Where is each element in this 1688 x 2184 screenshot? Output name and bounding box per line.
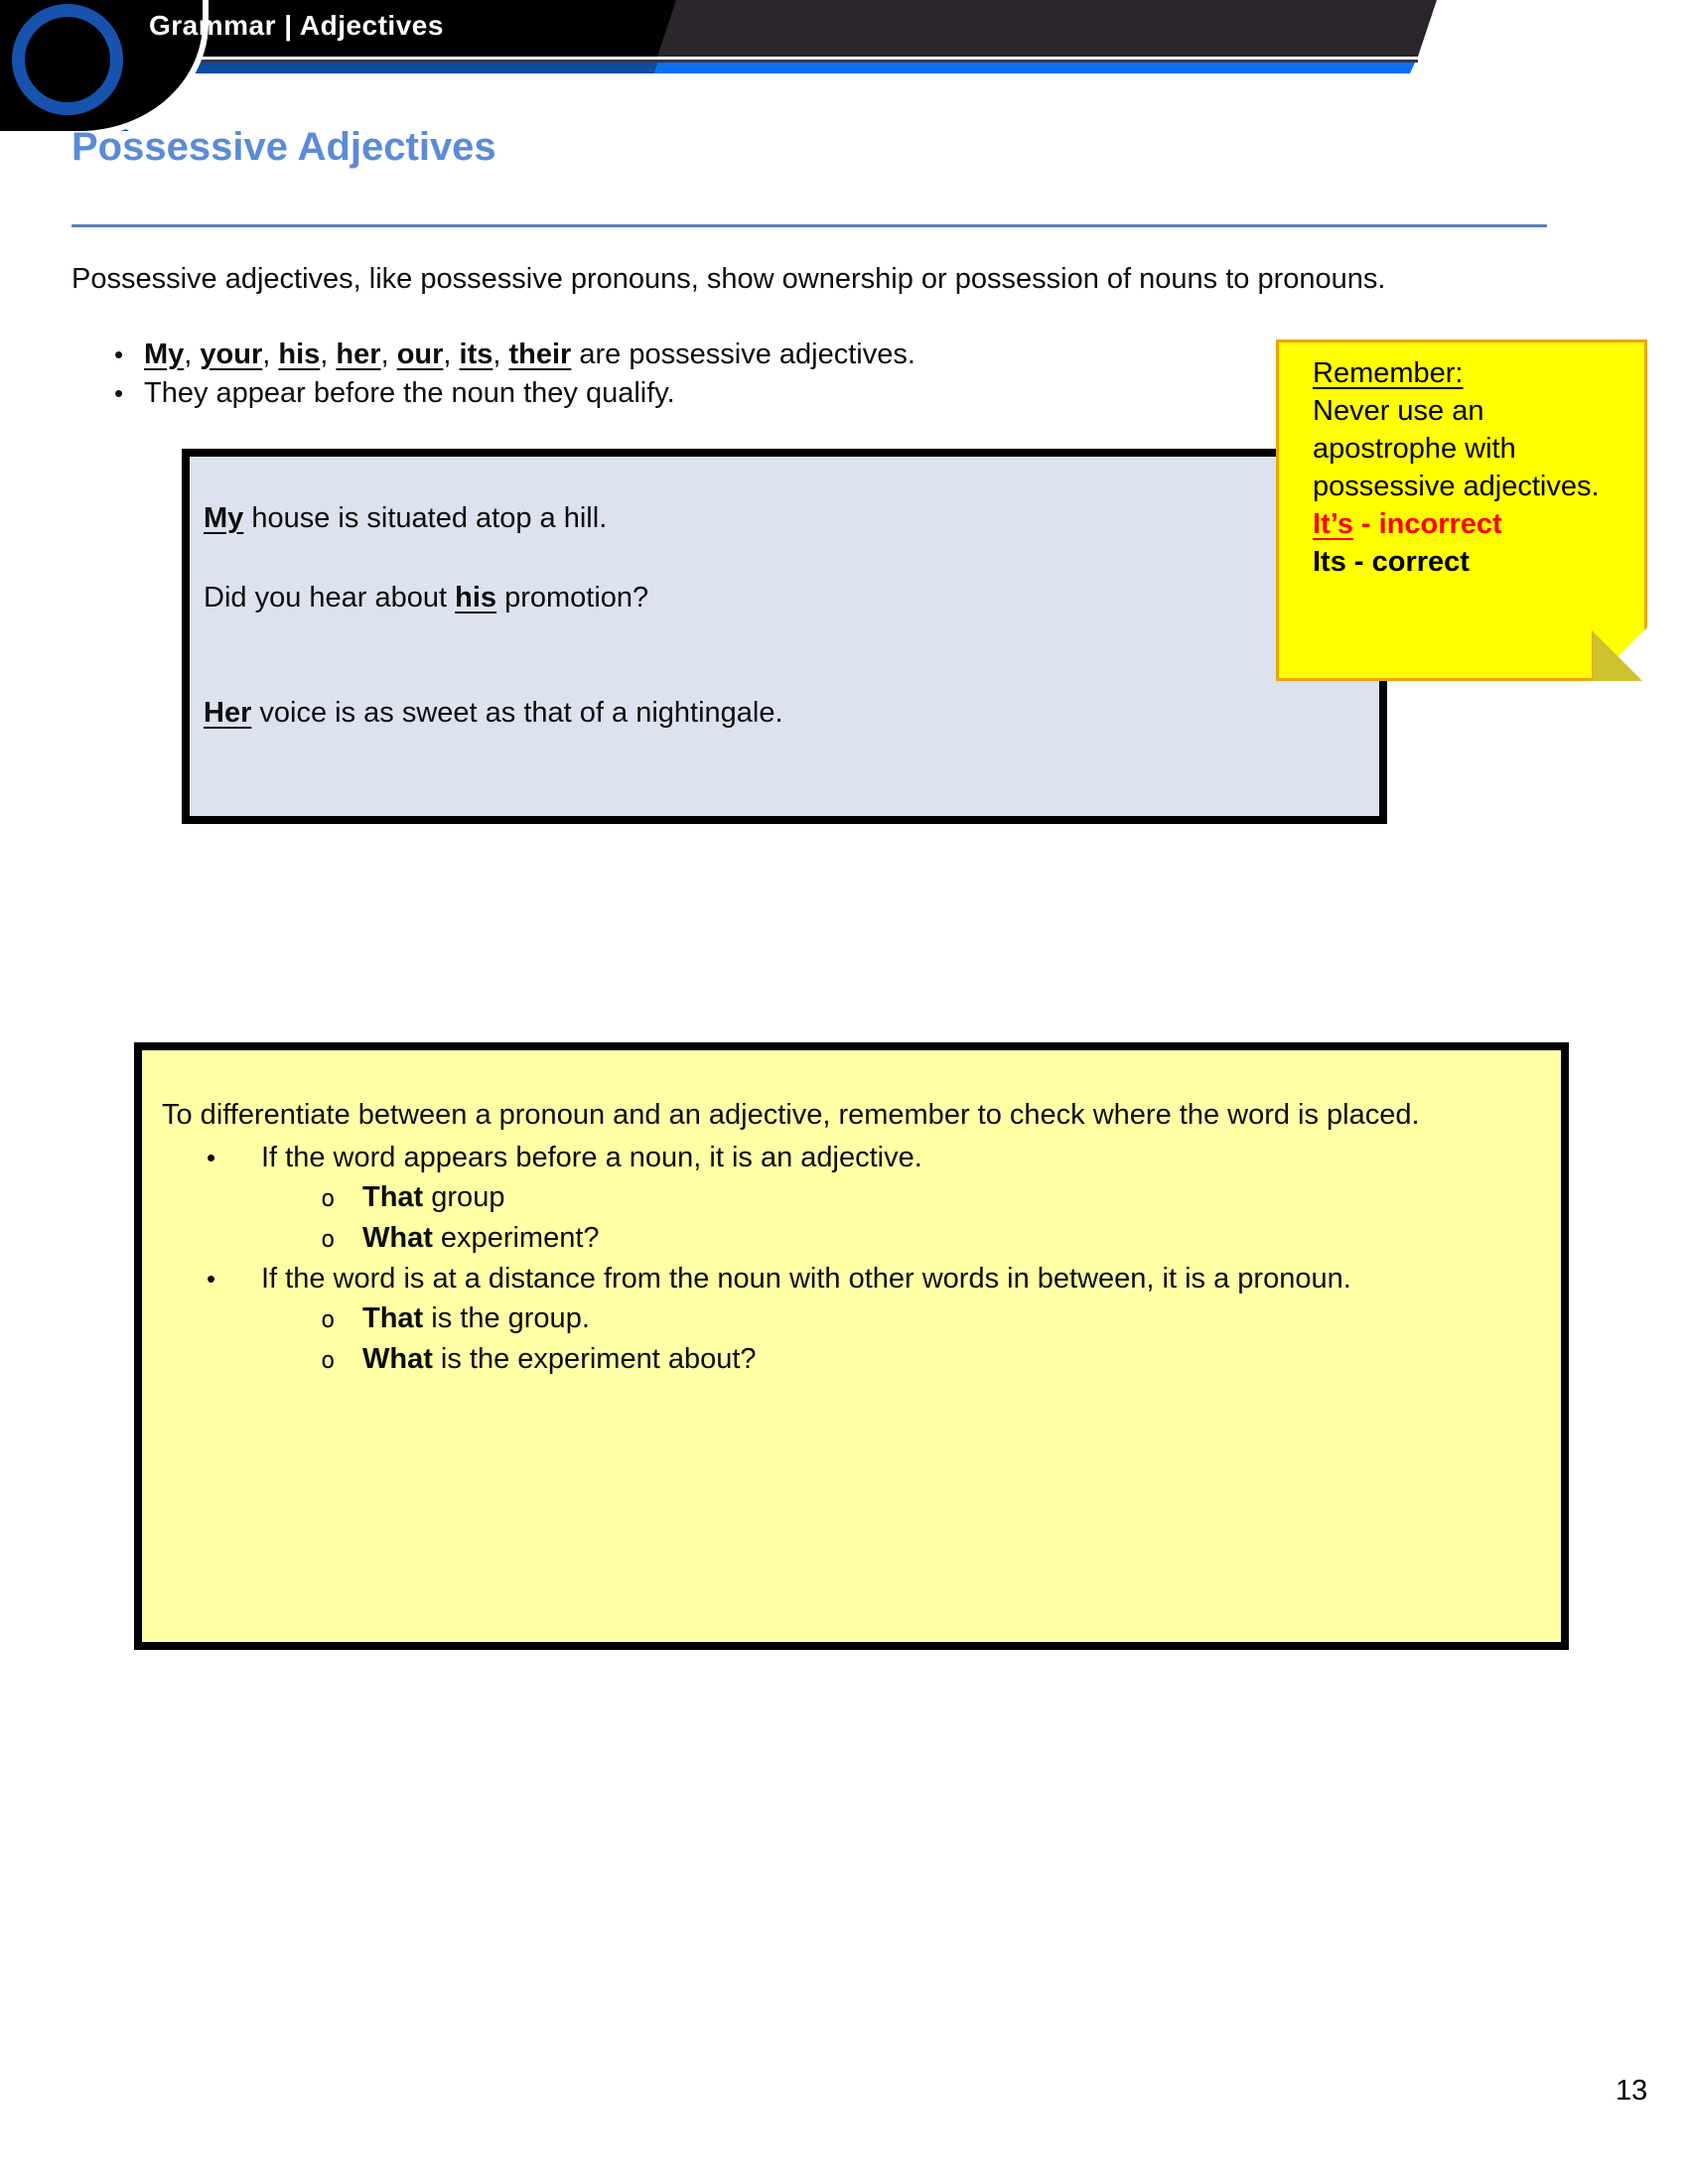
list-item xyxy=(162,1298,1535,1339)
bullet-icon: • xyxy=(114,340,124,369)
tip-box-content xyxy=(162,1092,1535,1380)
bullet-text: What is the experiment about? xyxy=(362,1343,757,1375)
tip-paragraph: To differentiate between a pronoun and an adjective, remember to check where the word is placed. xyxy=(162,1099,1420,1131)
bullet-icon: • xyxy=(207,1264,216,1294)
bullet-text: They appear before the noun they qualify. xyxy=(144,377,675,409)
intro-paragraph: Possessive adjectives, like possessive pronouns, show ownership or possession of nouns to pronouns. xyxy=(71,263,1386,295)
list-item xyxy=(71,336,1124,374)
title-underline-rule xyxy=(71,224,1547,227)
example-sentence: Her voice is as sweet as that of a nightingale. xyxy=(204,697,783,729)
list-item xyxy=(162,1218,1535,1259)
bullet-text: My, your, his, her, our, its, their are possessive adjectives. xyxy=(144,339,915,370)
note-line: It’s - incorrect xyxy=(1313,508,1502,540)
note-line: Remember: xyxy=(1313,357,1464,389)
circle-bullet-icon: o xyxy=(321,1184,336,1212)
circle-bullet-icon: o xyxy=(321,1225,336,1253)
note-line: apostrophe with xyxy=(1313,433,1516,465)
bullet-text: If the word appears before a noun, it is an adjective. xyxy=(261,1142,922,1173)
intro-bullet-list xyxy=(71,336,1124,413)
bullet-icon: • xyxy=(207,1143,216,1172)
sticky-note-text xyxy=(1313,354,1634,581)
example-box-content xyxy=(204,500,1365,731)
list-item xyxy=(162,1138,1535,1177)
bullet-text: That is the group. xyxy=(362,1302,590,1334)
list-item xyxy=(162,1339,1535,1380)
page-number: 13 xyxy=(1616,2075,1648,2107)
header-blue-stripe xyxy=(0,63,1688,73)
example-sentences-box xyxy=(182,449,1387,824)
bullet-text: That group xyxy=(362,1181,505,1213)
note-line: Never use an xyxy=(1313,395,1484,427)
page-title: Possessive Adjectives xyxy=(71,125,496,169)
remember-sticky-note xyxy=(1276,340,1647,681)
list-item xyxy=(71,374,1124,413)
header-title: Grammar | Adjectives xyxy=(149,10,444,41)
list-item xyxy=(162,1177,1535,1218)
circle-bullet-icon: o xyxy=(321,1346,336,1374)
bullet-text: If the word is at a distance from the noun with other words in between, it is a pronoun. xyxy=(261,1263,1351,1295)
logo-circle-icon xyxy=(12,4,123,115)
note-line: possessive adjectives. xyxy=(1313,471,1600,502)
example-sentence: My house is situated atop a hill. xyxy=(204,502,608,534)
note-folded-corner-icon xyxy=(1593,631,1642,681)
bullet-icon: • xyxy=(114,378,124,408)
pronoun-vs-adjective-tip-box xyxy=(134,1042,1569,1650)
bullet-text: What experiment? xyxy=(362,1222,600,1254)
circle-bullet-icon: o xyxy=(321,1305,336,1333)
list-item xyxy=(162,1259,1535,1298)
note-line: Its - correct xyxy=(1313,546,1470,578)
example-sentence: Did you hear about his promotion? xyxy=(204,582,649,614)
